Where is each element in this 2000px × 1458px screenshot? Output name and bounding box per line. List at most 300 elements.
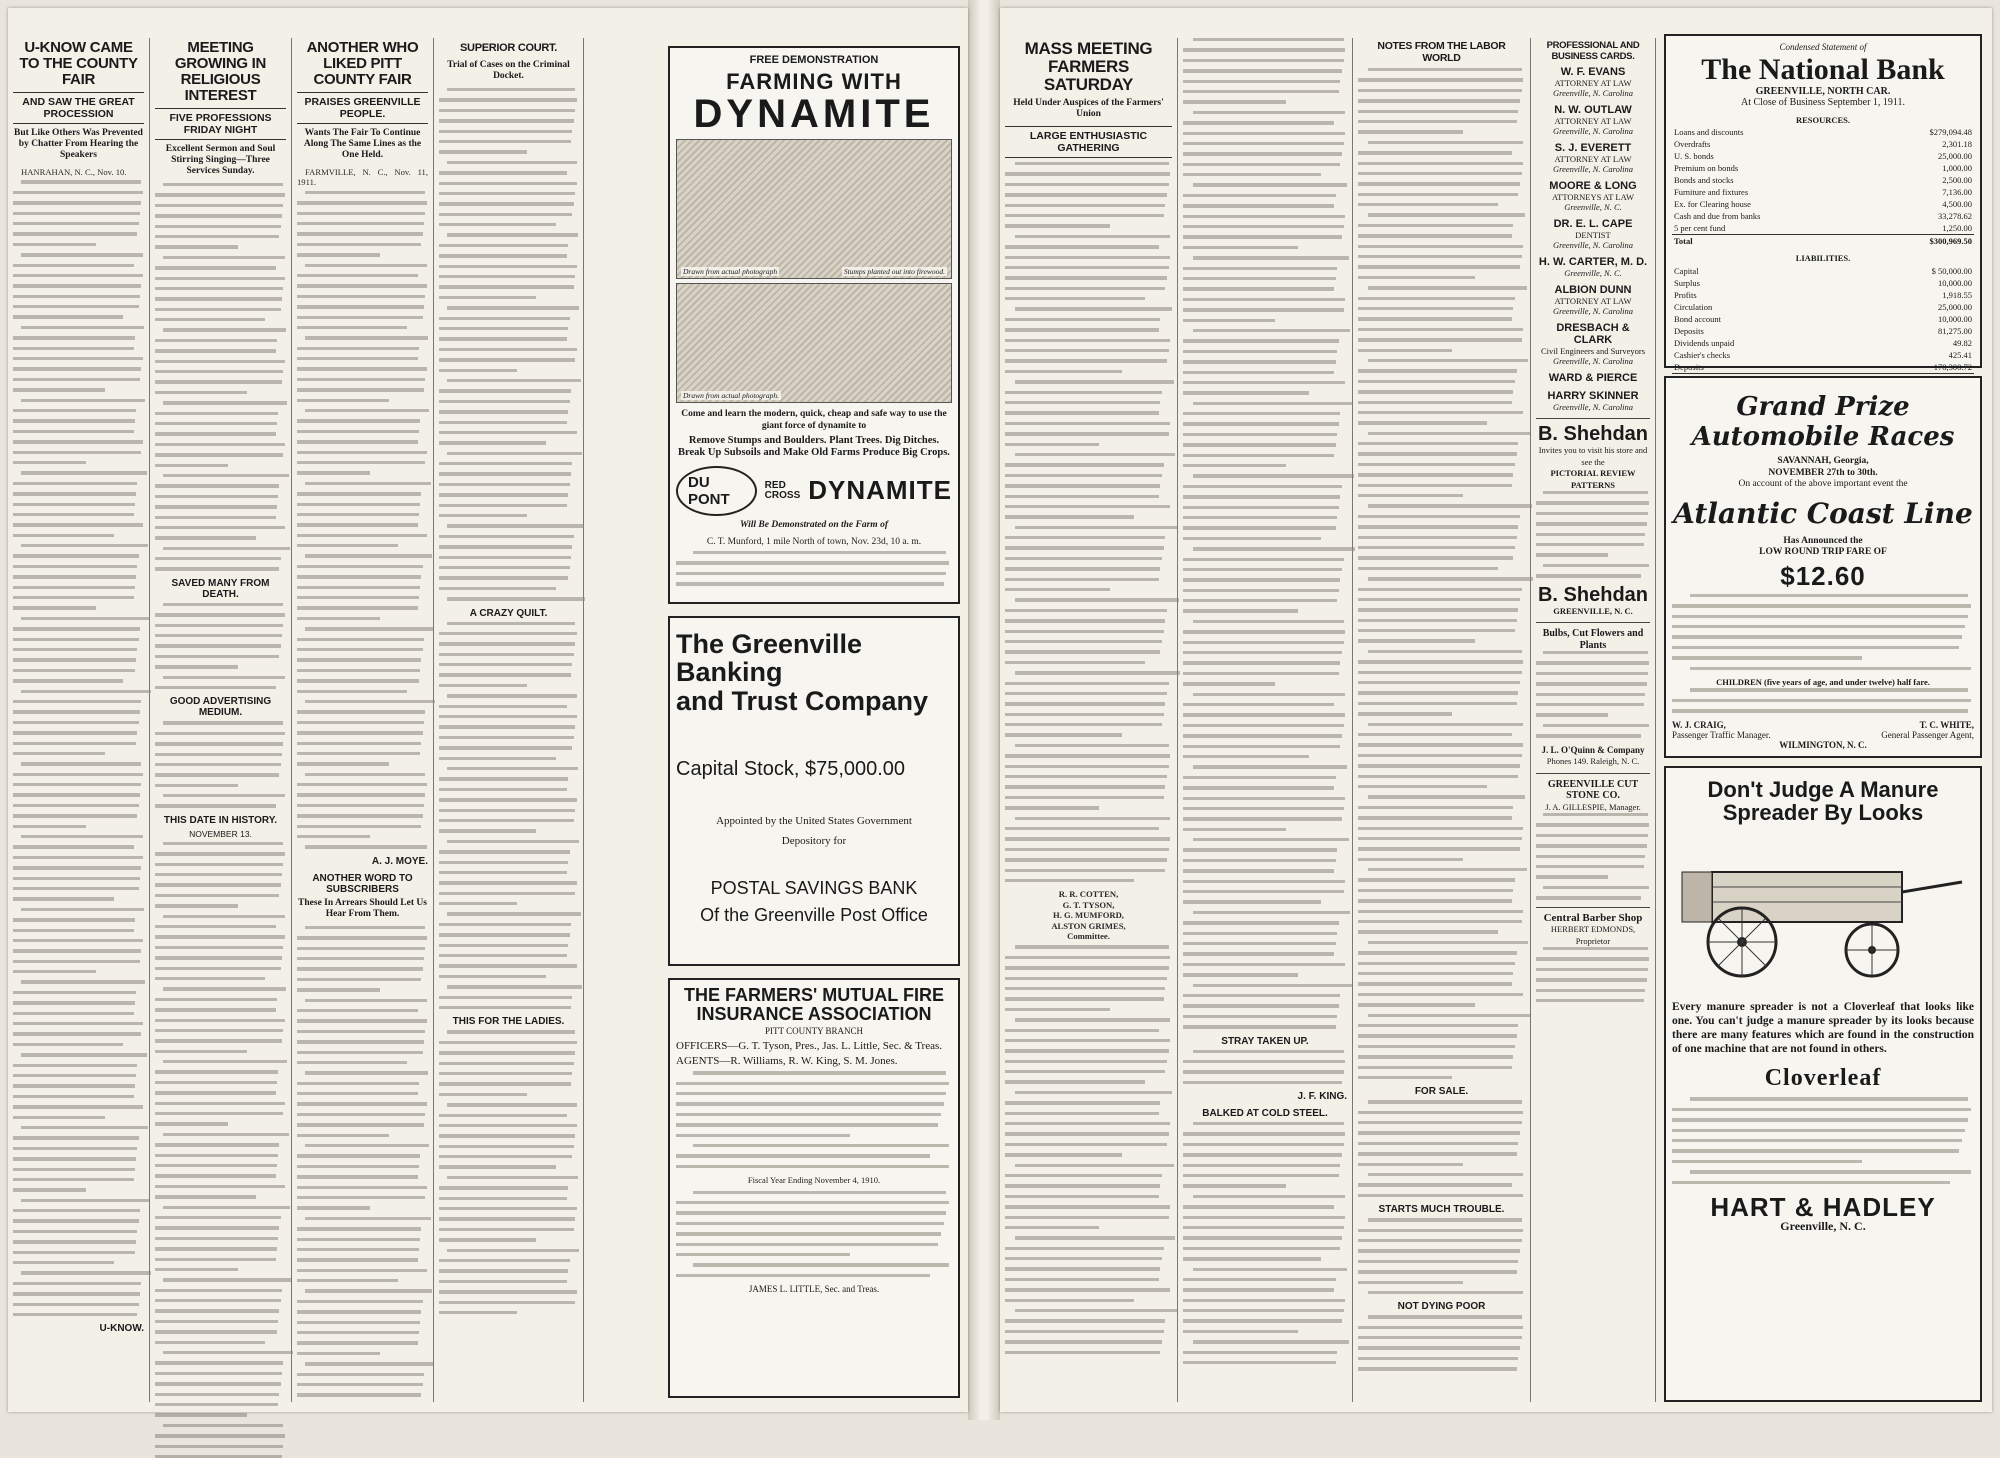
text-line <box>1005 1008 1110 1011</box>
text-line <box>13 1209 140 1212</box>
barber-title: Central Barber Shop <box>1543 911 1643 924</box>
text-line <box>155 1029 283 1032</box>
text-line <box>13 1313 137 1316</box>
text-line <box>1193 693 1346 696</box>
text-line <box>1183 267 1337 270</box>
ledger-value: 7,136.00 <box>1942 187 1972 197</box>
text-line <box>13 752 105 755</box>
text-line <box>155 894 279 897</box>
text-line <box>155 339 277 342</box>
text-line <box>297 1051 423 1054</box>
text-line <box>1183 1288 1334 1291</box>
text-line <box>1005 536 1165 539</box>
text-line <box>1358 775 1518 778</box>
text-line <box>1358 349 1452 352</box>
text-line <box>1536 875 1608 878</box>
text-line <box>1005 879 1134 882</box>
text-line <box>1005 806 1099 809</box>
signature: J. F. KING. <box>1297 1091 1347 1103</box>
text-line <box>1005 1351 1160 1354</box>
text-line <box>439 389 571 392</box>
illegible-text-block <box>13 180 144 1316</box>
text-line <box>155 613 285 616</box>
agent-1 <box>1672 720 1771 740</box>
text-line <box>1183 1299 1345 1302</box>
insurance-agents: AGENTS—R. Williams, R. W. King, S. M. Jones. <box>676 1054 898 1067</box>
text-line <box>13 336 135 339</box>
text-line <box>439 1051 575 1054</box>
text-line <box>297 1154 420 1157</box>
text-line <box>297 617 380 620</box>
text-line <box>439 1155 572 1158</box>
text-line <box>13 1032 141 1035</box>
text-line <box>439 171 567 174</box>
text-line <box>1536 522 1647 525</box>
text-line <box>1183 443 1336 446</box>
text-line <box>439 1290 577 1293</box>
races-dates: NOVEMBER 27th to 30th. <box>1768 467 1878 478</box>
text-line <box>439 213 572 216</box>
cloverleaf-brand: Cloverleaf <box>1764 1065 1882 1092</box>
text-line <box>297 1331 419 1334</box>
text-line <box>297 710 425 713</box>
text-line <box>13 1178 134 1181</box>
text-line <box>155 380 282 383</box>
committee-name: H. G. MUMFORD, <box>1053 910 1124 921</box>
card-title: DENTIST <box>1575 230 1611 240</box>
ledger-item: Premium on bonds <box>1674 163 1739 173</box>
text-line <box>1005 1070 1165 1073</box>
illegible-text-block <box>1672 1097 1974 1184</box>
national-bank-ad <box>1664 34 1982 372</box>
text-line <box>1005 245 1159 248</box>
text-line <box>297 1113 425 1116</box>
text-line <box>1358 608 1518 611</box>
ad-fine-print <box>676 1191 952 1278</box>
text-line <box>297 936 427 939</box>
text-line <box>1536 957 1649 960</box>
text-line <box>1183 1226 1344 1229</box>
text-line <box>1183 672 1339 675</box>
bulbs-title: Bulbs, Cut Flowers and Plants <box>1542 628 1644 651</box>
text-line <box>1005 1257 1162 1260</box>
text-line <box>1536 834 1648 837</box>
farm-illustration <box>676 139 952 279</box>
text-line <box>1193 620 1344 623</box>
text-line <box>1183 682 1275 685</box>
ledger-row <box>1672 361 1974 374</box>
illegible-text-block <box>1183 1050 1347 1085</box>
illegible-text-block <box>155 842 286 1458</box>
text-line <box>1368 1100 1522 1103</box>
text-line <box>1183 1070 1344 1073</box>
text-line <box>21 399 145 402</box>
post-office-line: Of the Greenville Post Office <box>700 904 928 925</box>
text-line <box>1005 723 1162 726</box>
illegible-text-block <box>1536 651 1650 738</box>
text-line <box>305 409 429 412</box>
text-line <box>1690 594 1968 597</box>
races-title-2: Automobile Races <box>1691 422 1955 452</box>
liabilities-table <box>1672 265 1974 386</box>
text-line <box>439 244 568 247</box>
text-line <box>1005 370 1122 373</box>
text-line <box>1005 1143 1167 1146</box>
business-card <box>1536 104 1650 136</box>
text-line <box>13 742 136 745</box>
text-line <box>439 566 570 569</box>
text-line <box>1183 173 1321 176</box>
text-line <box>155 873 282 876</box>
text-line <box>1183 1309 1344 1312</box>
ad-brand-row <box>676 466 952 516</box>
text-line <box>155 763 281 766</box>
text-line <box>439 556 571 559</box>
text-line <box>155 1070 278 1073</box>
text-line <box>676 1134 850 1137</box>
text-line <box>1183 277 1336 280</box>
text-line <box>297 1092 418 1095</box>
text-line <box>439 819 574 822</box>
divider <box>1536 773 1650 774</box>
text-line <box>1183 1025 1336 1028</box>
text-line <box>13 419 135 422</box>
ad-fine-print <box>1672 1097 1974 1184</box>
text-line <box>21 617 149 620</box>
text-line <box>13 367 141 370</box>
text-line <box>447 161 576 164</box>
text-line <box>439 98 577 101</box>
text-line <box>297 1279 398 1282</box>
text-line <box>13 357 143 360</box>
text-line <box>297 1383 423 1386</box>
text-line <box>1005 567 1160 570</box>
ad-farm-line: C. T. Munford, 1 mile North of town, Nov. 23d, 10 a. m. <box>706 536 922 547</box>
barber-owner: HERBERT EDMONDS, Proprietor <box>1550 924 1636 946</box>
section-subheading: NOVEMBER 13. <box>189 828 252 839</box>
text-line <box>297 1196 425 1199</box>
text-line <box>1183 1174 1339 1177</box>
text-line <box>1005 1153 1122 1156</box>
ledger-item: Furniture and fixtures <box>1674 187 1749 197</box>
text-line <box>163 256 285 259</box>
text-line <box>297 988 380 991</box>
text-line <box>447 1103 576 1106</box>
ad-fine-print <box>1536 651 1650 738</box>
text-line <box>1183 506 1339 509</box>
text-line <box>13 648 137 651</box>
text-line <box>1358 193 1518 196</box>
text-line <box>13 1022 143 1025</box>
text-line <box>297 1300 423 1303</box>
illustration-caption: Stumps planted out into firewood. <box>843 267 945 277</box>
text-line <box>1183 59 1344 62</box>
illegible-text-block <box>297 926 428 1397</box>
insurance-ad <box>668 978 960 1398</box>
illegible-text-block <box>297 191 428 849</box>
committee-label: Committee. <box>1067 930 1110 941</box>
ledger-value: 49.82 <box>1952 337 1972 348</box>
text-line <box>1543 491 1648 494</box>
text-line <box>1005 515 1134 518</box>
text-line <box>297 762 389 765</box>
text-line <box>1005 987 1165 990</box>
text-line <box>1358 473 1513 476</box>
text-line <box>1183 319 1275 322</box>
text-line <box>13 409 136 412</box>
text-line <box>439 632 577 635</box>
text-line <box>155 1413 247 1416</box>
text-line <box>155 1289 282 1292</box>
shehdan-name: B. Shehdan <box>1537 423 1648 445</box>
text-line <box>297 606 418 609</box>
text-line <box>676 561 949 564</box>
article-body <box>155 183 286 571</box>
text-line <box>155 567 279 570</box>
text-line <box>13 347 134 350</box>
text-line <box>1358 982 1512 985</box>
text-line <box>1183 464 1286 467</box>
text-line <box>1183 1184 1286 1187</box>
text-line <box>1005 869 1165 872</box>
text-line <box>1536 734 1641 737</box>
ad-fine-print <box>676 551 952 586</box>
text-line <box>155 1372 282 1375</box>
text-line <box>13 804 139 807</box>
text-line <box>1005 1195 1159 1198</box>
text-line <box>155 1330 277 1333</box>
text-line <box>21 326 144 329</box>
text-line <box>447 1030 575 1033</box>
text-line <box>1183 713 1345 716</box>
text-line <box>1183 942 1336 945</box>
bank-kicker: Condensed Statement of <box>1779 42 1867 52</box>
text-line <box>693 551 947 554</box>
text-line <box>1358 691 1518 694</box>
text-line <box>155 308 281 311</box>
text-line <box>1672 635 1962 638</box>
text-line <box>1368 432 1530 435</box>
text-line <box>1193 111 1346 114</box>
text-line <box>1358 785 1487 788</box>
text-line <box>1358 1131 1520 1134</box>
text-line <box>1672 604 1971 607</box>
text-line <box>1005 661 1145 664</box>
subhead: PRAISES GREENVILLE PEOPLE. <box>297 92 428 124</box>
text-line <box>439 975 546 978</box>
text-line <box>1193 402 1352 405</box>
text-line <box>439 673 571 676</box>
bulbs-place: Phones 149. Raleigh, N. C. <box>1546 756 1640 767</box>
text-line <box>1183 163 1340 166</box>
narrow-column <box>584 38 668 1402</box>
text-line <box>1183 132 1345 135</box>
text-line <box>1358 629 1515 632</box>
text-line <box>1358 130 1463 133</box>
text-line <box>1358 1034 1517 1037</box>
text-line <box>439 1238 536 1241</box>
races-title: Grand Prize <box>1736 392 1910 422</box>
text-line <box>155 1247 277 1250</box>
text-line <box>305 336 428 339</box>
text-line <box>1358 598 1520 601</box>
ledger-value: $300,969.50 <box>1871 235 1974 248</box>
text-line <box>1358 442 1518 445</box>
article-body <box>1358 68 1525 1079</box>
text-line <box>1358 1163 1463 1166</box>
text-line <box>1183 80 1340 83</box>
text-line <box>439 861 568 864</box>
agent-2 <box>1881 720 1974 740</box>
text-line <box>155 318 265 321</box>
text-line <box>1536 713 1608 716</box>
text-line <box>1005 1267 1160 1270</box>
text-line <box>1358 99 1520 102</box>
text-line <box>155 277 285 280</box>
text-line <box>1358 484 1512 487</box>
text-line <box>1193 329 1350 332</box>
text-line <box>1183 516 1337 519</box>
text-line <box>1536 661 1649 664</box>
text-line <box>155 946 283 949</box>
text-line <box>439 715 577 718</box>
text-line <box>1672 1149 1959 1152</box>
text-line <box>1358 1229 1523 1232</box>
text-line <box>13 1188 86 1191</box>
ledger-item: Dividends unpaid <box>1674 337 1735 348</box>
text-line <box>13 1251 135 1254</box>
illegible-text-block <box>439 1030 578 1314</box>
text-line <box>13 575 136 578</box>
text-line <box>1358 754 1522 757</box>
text-line <box>305 482 431 485</box>
text-line <box>1183 381 1345 384</box>
text-line <box>155 1237 278 1240</box>
postal-savings: POSTAL SAVINGS BANK <box>710 878 918 899</box>
card-name: MOORE & LONG <box>1549 180 1637 192</box>
text-line <box>439 933 570 936</box>
illegible-text-block <box>1005 945 1172 1354</box>
illegible-text-block <box>1358 68 1525 1079</box>
text-line <box>13 918 135 921</box>
text-line <box>1183 890 1344 893</box>
text-line <box>1005 1319 1165 1322</box>
ledger-row <box>1672 301 1974 313</box>
text-line <box>1183 661 1340 664</box>
text-line <box>1005 432 1169 435</box>
text-line <box>1358 712 1452 715</box>
text-line <box>297 1258 418 1261</box>
text-line <box>13 638 139 641</box>
text-line <box>439 996 572 999</box>
text-line <box>1536 968 1648 971</box>
deck: Excellent Sermon and Soul Stirring Singing—Three Services Sunday. <box>165 144 276 176</box>
dateline: HANRAHAN, N. C., Nov. 10. <box>21 167 127 177</box>
text-line <box>1368 213 1525 216</box>
manure-title: Don't Judge A Manure <box>1707 777 1939 802</box>
text-line <box>297 1206 370 1209</box>
text-line <box>447 985 582 988</box>
text-line <box>439 944 568 947</box>
text-line <box>305 1217 431 1220</box>
text-line <box>1005 578 1159 581</box>
text-line <box>1358 639 1475 642</box>
text-line <box>439 421 567 424</box>
text-line <box>1672 1160 1862 1163</box>
text-line <box>1183 558 1344 561</box>
text-line <box>297 451 427 454</box>
text-line <box>155 1445 283 1448</box>
ad-fine-print <box>1672 594 1974 670</box>
card-title: ATTORNEY AT LAW <box>1554 296 1632 306</box>
text-line <box>155 412 278 415</box>
text-line <box>1183 422 1339 425</box>
ledger-row <box>1672 222 1974 235</box>
ledger-row <box>1672 235 1974 248</box>
text-line <box>1536 682 1647 685</box>
text-line <box>1358 203 1498 206</box>
business-card <box>1536 142 1650 174</box>
text-line <box>155 287 283 290</box>
text-line <box>305 1071 428 1074</box>
text-line <box>13 523 143 526</box>
illegible-text-block <box>1358 1315 1525 1370</box>
text-line <box>1358 380 1515 383</box>
text-line <box>439 663 572 666</box>
text-line <box>439 472 571 475</box>
text-line <box>676 1123 938 1126</box>
insurance-officers: OFFICERS—G. T. Tyson, Pres., Jas. L. Little, Sec. & Treas. <box>676 1040 942 1053</box>
ledger-value: $ 50,000.00 <box>1931 265 1972 276</box>
ledger-value: 10,000.00 <box>1938 277 1972 288</box>
text-line <box>1005 692 1167 695</box>
text-line <box>1005 266 1169 269</box>
text-line <box>297 274 418 277</box>
ad-brand-large: DYNAMITE <box>808 475 952 506</box>
text-line <box>297 316 423 319</box>
text-line <box>13 305 139 308</box>
text-line <box>439 109 575 112</box>
text-line <box>1005 1216 1169 1219</box>
text-line <box>1358 338 1522 341</box>
text-line <box>447 88 575 91</box>
text-line <box>1358 307 1513 310</box>
text-line <box>155 634 282 637</box>
text-line <box>1183 215 1345 218</box>
text-line <box>297 835 370 838</box>
subhead: FIVE PROFESSIONS FRIDAY NIGHT <box>155 108 286 140</box>
text-line <box>676 1222 944 1225</box>
ad-fine-print <box>1536 813 1650 900</box>
text-line <box>297 357 418 360</box>
text-line <box>1672 1118 1968 1121</box>
text-line <box>297 814 423 817</box>
text-line <box>1358 1066 1512 1069</box>
manure-spreader-ad <box>1664 766 1982 1402</box>
text-line <box>1358 920 1522 923</box>
text-line <box>1358 1076 1452 1079</box>
text-line <box>1368 577 1533 580</box>
shehdan-patterns: PICTORIAL REVIEW PATTERNS <box>1550 468 1636 490</box>
illegible-text-block <box>1005 162 1172 882</box>
text-line <box>1005 1101 1160 1104</box>
text-line <box>155 360 285 363</box>
text-line <box>163 1060 287 1063</box>
text-line <box>1183 900 1321 903</box>
column-meeting <box>150 38 292 1402</box>
text-line <box>439 296 536 299</box>
text-line <box>1358 816 1512 819</box>
